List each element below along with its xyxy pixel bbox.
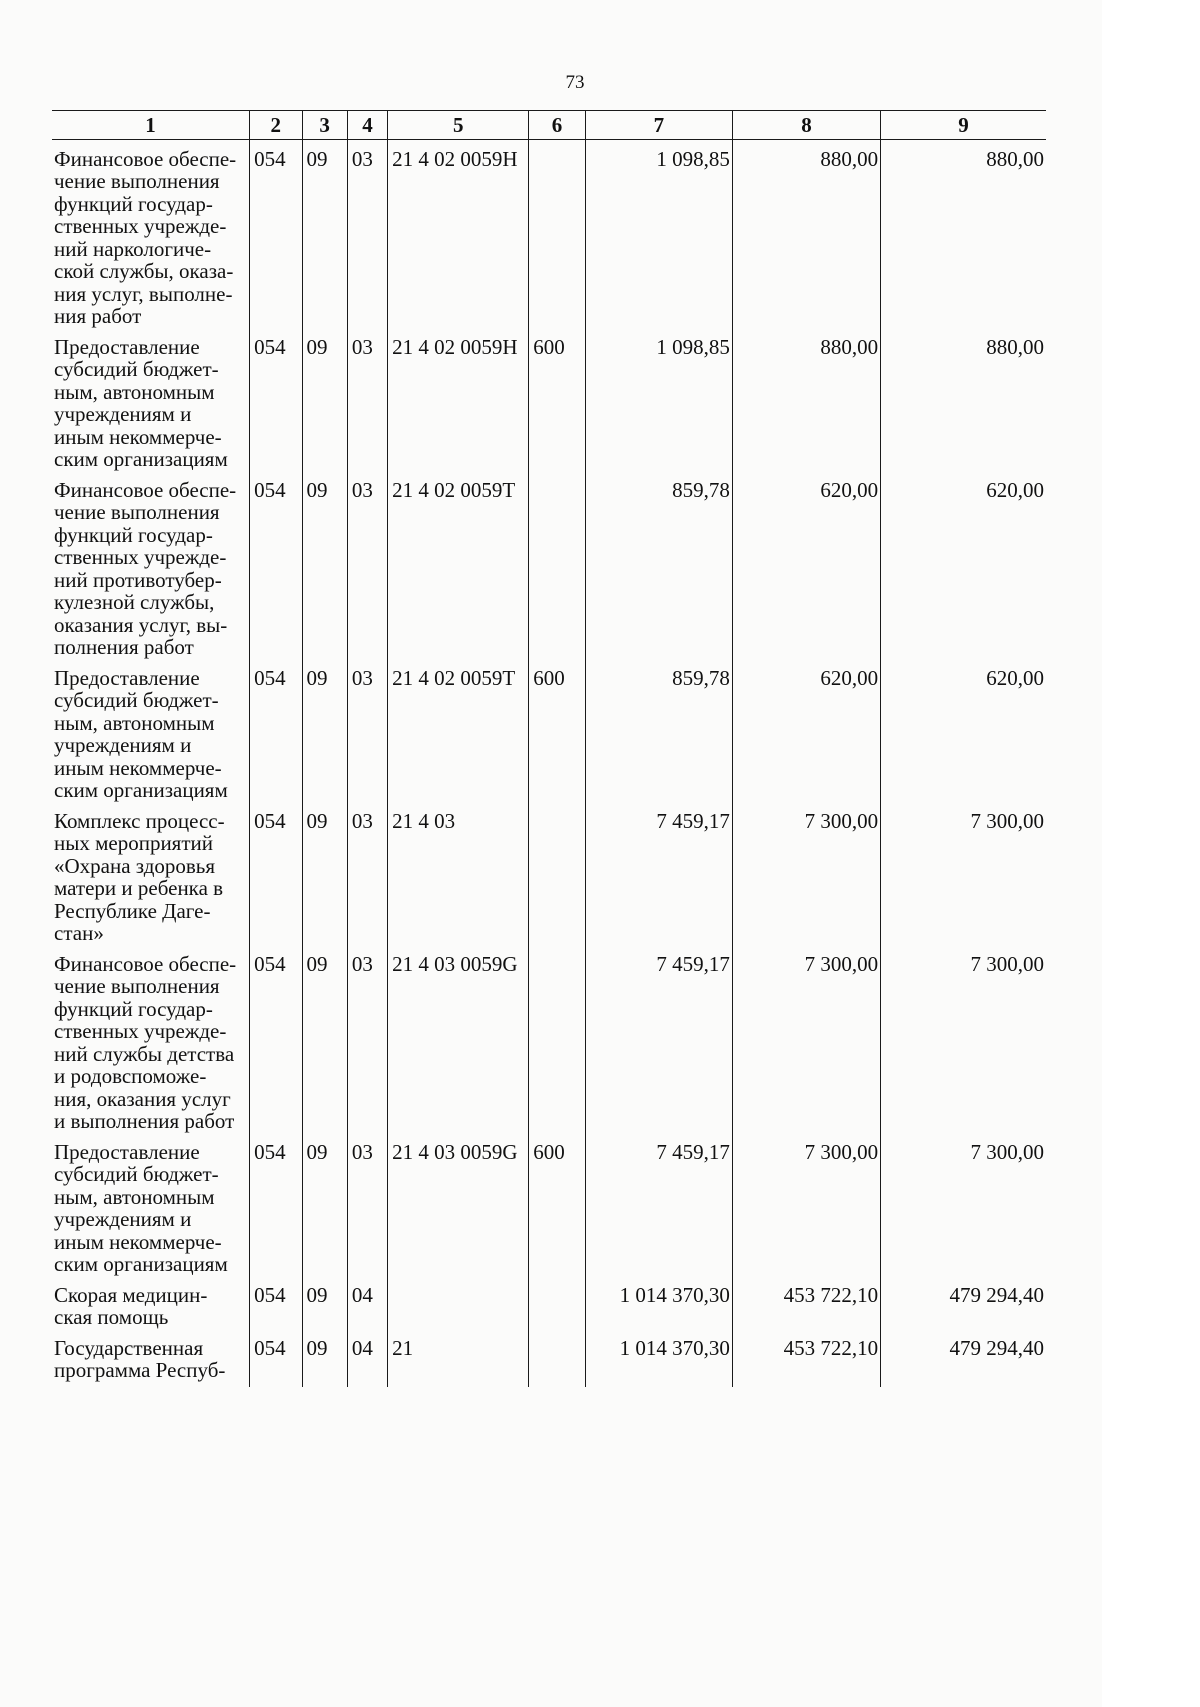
subsection-code: 03 <box>347 139 387 328</box>
row-description <box>52 1329 250 1387</box>
section-code: 09 <box>302 1329 347 1387</box>
description-line: ным, автономным <box>54 379 215 404</box>
expense-type-code <box>529 139 585 328</box>
section-code: 09 <box>302 945 347 1133</box>
target-article-code: 21 4 03 <box>388 802 529 945</box>
amount-col8: 453 722,10 <box>732 1276 880 1329</box>
description-line: Финансовое обеспе- <box>54 146 237 171</box>
table-row <box>52 471 1046 659</box>
amount-col7: 1 098,85 <box>585 139 732 328</box>
description-line: ским организациям <box>54 778 228 802</box>
amount-col8: 880,00 <box>732 139 880 328</box>
description-line: стан» <box>54 921 104 945</box>
description-line: ственных учрежде- <box>54 1019 227 1043</box>
description-line: Республике Даге- <box>54 898 211 923</box>
ministry-code: 054 <box>250 328 302 471</box>
description-line: полнения работ <box>54 635 194 659</box>
expense-type-code <box>529 1276 585 1329</box>
budget-table <box>52 110 1046 1387</box>
column-header: 9 <box>881 111 1046 140</box>
expense-type-code <box>529 802 585 945</box>
section-code: 09 <box>302 471 347 659</box>
section-code: 09 <box>302 328 347 471</box>
row-description <box>52 1276 250 1329</box>
description-line: программа Респуб- <box>54 1358 226 1382</box>
description-line: Государственная <box>54 1335 204 1360</box>
row-description <box>52 1133 250 1276</box>
description-line: функций государ- <box>54 522 213 547</box>
amount-col7: 7 459,17 <box>585 1133 732 1276</box>
description-line: кулезной службы, <box>54 590 215 614</box>
description-line: Скорая медицин- <box>54 1282 208 1307</box>
description-line: учреждениям и <box>54 1207 192 1231</box>
description-line: ским организациям <box>54 447 228 471</box>
description-line: иным некоммерче- <box>54 1229 222 1254</box>
ministry-code: 054 <box>250 471 302 659</box>
description-line: ным, автономным <box>54 1184 215 1209</box>
description-line: чение выполнения <box>54 974 220 998</box>
description-line: Предоставление <box>54 665 200 690</box>
column-header: 3 <box>302 111 347 140</box>
description-line: ний противотубер- <box>54 567 222 592</box>
amount-col9: 7 300,00 <box>881 945 1046 1133</box>
amount-col7: 1 014 370,30 <box>585 1329 732 1387</box>
description-line: Финансовое обеспе- <box>54 477 237 502</box>
description-line: ственных учрежде- <box>54 214 227 238</box>
table-header-row <box>52 111 1046 140</box>
amount-col9: 7 300,00 <box>881 802 1046 945</box>
expense-type-code <box>529 471 585 659</box>
subsection-code: 03 <box>347 1133 387 1276</box>
expense-type-code: 600 <box>529 328 585 471</box>
amount-col8: 880,00 <box>732 328 880 471</box>
amount-col8: 7 300,00 <box>732 945 880 1133</box>
target-article-code: 21 4 02 0059Т <box>388 659 529 802</box>
expense-type-code <box>529 945 585 1133</box>
section-code: 09 <box>302 1276 347 1329</box>
ministry-code: 054 <box>250 1276 302 1329</box>
description-line: Финансовое обеспе- <box>54 951 237 976</box>
amount-col7: 1 014 370,30 <box>585 1276 732 1329</box>
target-article-code: 21 4 03 0059G <box>388 1133 529 1276</box>
description-line: иным некоммерче- <box>54 755 222 780</box>
target-article-code: 21 4 02 0059Н <box>388 328 529 471</box>
expense-type-code: 600 <box>529 1133 585 1276</box>
subsection-code: 03 <box>347 328 387 471</box>
subsection-code: 03 <box>347 659 387 802</box>
description-line: «Охрана здоровья <box>54 853 216 878</box>
amount-col7: 859,78 <box>585 471 732 659</box>
description-line: ния услуг, выполне- <box>54 281 233 306</box>
description-line: субсидий бюджет- <box>54 688 219 712</box>
description-line: оказания услуг, вы- <box>54 612 228 637</box>
target-article-code: 21 4 02 0059Т <box>388 471 529 659</box>
row-description <box>52 802 250 945</box>
column-header: 2 <box>250 111 302 140</box>
description-line: и родовспоможе- <box>54 1064 207 1088</box>
row-description <box>52 659 250 802</box>
table-row <box>52 1329 1046 1387</box>
section-code: 09 <box>302 139 347 328</box>
subsection-code: 04 <box>347 1329 387 1387</box>
page-number: 73 <box>565 72 585 93</box>
column-header: 8 <box>732 111 880 140</box>
description-line: Комплекс процесс- <box>54 808 225 833</box>
table-row <box>52 945 1046 1133</box>
description-line: функций государ- <box>54 996 213 1021</box>
amount-col8: 620,00 <box>732 659 880 802</box>
description-line: ским организациям <box>54 1252 228 1276</box>
amount-col8: 620,00 <box>732 471 880 659</box>
amount-col9: 479 294,40 <box>881 1276 1046 1329</box>
ministry-code: 054 <box>250 659 302 802</box>
amount-col7: 7 459,17 <box>585 945 732 1133</box>
row-description <box>52 945 250 1133</box>
table-row <box>52 328 1046 471</box>
section-code: 09 <box>302 802 347 945</box>
description-line: ния, оказания услуг <box>54 1086 231 1111</box>
amount-col9: 620,00 <box>881 471 1046 659</box>
table-row <box>52 802 1046 945</box>
subsection-code: 03 <box>347 802 387 945</box>
description-line: функций государ- <box>54 191 213 216</box>
table-row <box>52 139 1046 328</box>
column-header: 6 <box>529 111 585 140</box>
amount-col9: 7 300,00 <box>881 1133 1046 1276</box>
description-line: учреждениям и <box>54 733 192 757</box>
section-code: 09 <box>302 1133 347 1276</box>
description-line: ний наркологиче- <box>54 236 212 261</box>
description-line: Предоставление <box>54 334 200 359</box>
amount-col9: 880,00 <box>881 139 1046 328</box>
row-description <box>52 139 250 328</box>
target-article-code: 21 4 02 0059Н <box>388 139 529 328</box>
table-row <box>52 659 1046 802</box>
subsection-code: 04 <box>347 1276 387 1329</box>
target-article-code <box>388 1276 529 1329</box>
description-line: и выполнения работ <box>54 1109 235 1133</box>
amount-col7: 1 098,85 <box>585 328 732 471</box>
ministry-code: 054 <box>250 1329 302 1387</box>
ministry-code: 054 <box>250 139 302 328</box>
amount-col7: 7 459,17 <box>585 802 732 945</box>
amount-col8: 453 722,10 <box>732 1329 880 1387</box>
description-line: чение выполнения <box>54 169 220 193</box>
description-line: Предоставление <box>54 1139 200 1164</box>
expense-type-code: 600 <box>529 659 585 802</box>
description-line: ным, автономным <box>54 710 215 735</box>
column-header: 5 <box>388 111 529 140</box>
row-description <box>52 328 250 471</box>
description-line: ных мероприятий <box>54 831 213 855</box>
expense-type-code <box>529 1329 585 1387</box>
description-line: иным некоммерче- <box>54 424 222 449</box>
amount-col9: 479 294,40 <box>881 1329 1046 1387</box>
section-code: 09 <box>302 659 347 802</box>
column-header: 1 <box>52 111 250 140</box>
subsection-code: 03 <box>347 945 387 1133</box>
column-header: 7 <box>585 111 732 140</box>
target-article-code: 21 <box>388 1329 529 1387</box>
description-line: ская помощь <box>54 1305 169 1329</box>
ministry-code: 054 <box>250 1133 302 1276</box>
table-row <box>52 1276 1046 1329</box>
ministry-code: 054 <box>250 945 302 1133</box>
description-line: ской службы, оказа- <box>54 259 234 283</box>
description-line: матери и ребенка в <box>54 876 224 900</box>
amount-col9: 880,00 <box>881 328 1046 471</box>
amount-col8: 7 300,00 <box>732 1133 880 1276</box>
subsection-code: 03 <box>347 471 387 659</box>
row-description <box>52 471 250 659</box>
amount-col9: 620,00 <box>881 659 1046 802</box>
description-line: чение выполнения <box>54 500 220 524</box>
target-article-code: 21 4 03 0059G <box>388 945 529 1133</box>
description-line: учреждениям и <box>54 402 192 426</box>
description-line: субсидий бюджет- <box>54 1162 219 1186</box>
amount-col8: 7 300,00 <box>732 802 880 945</box>
column-header: 4 <box>347 111 387 140</box>
description-line: ственных учрежде- <box>54 545 227 569</box>
table-row <box>52 1133 1046 1276</box>
description-line: субсидий бюджет- <box>54 357 219 381</box>
description-line: ния работ <box>54 304 142 328</box>
ministry-code: 054 <box>250 802 302 945</box>
description-line: ний службы детства <box>54 1041 235 1066</box>
amount-col7: 859,78 <box>585 659 732 802</box>
